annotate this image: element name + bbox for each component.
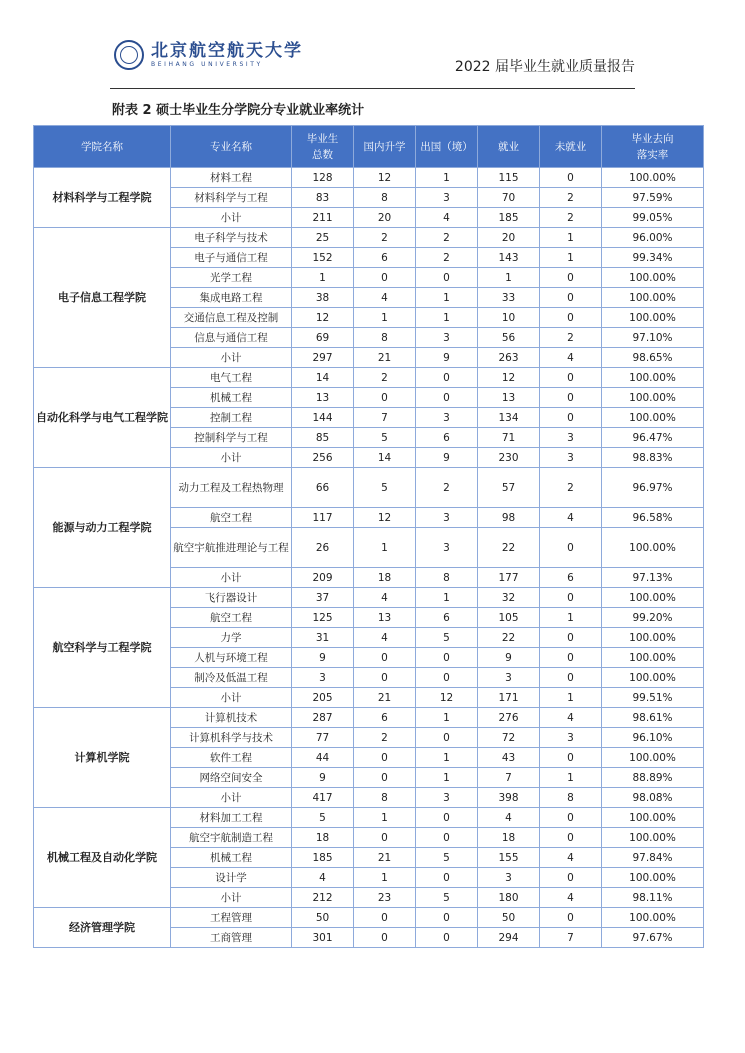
major-cell: 工程管理 — [171, 908, 292, 928]
rate-cell: 99.20% — [602, 608, 704, 628]
unemployed-cell: 0 — [540, 748, 602, 768]
rate-cell: 100.00% — [602, 748, 704, 768]
unemployed-cell: 1 — [540, 228, 602, 248]
unemployed-cell: 8 — [540, 788, 602, 808]
unemployed-cell: 2 — [540, 188, 602, 208]
unemployed-cell: 0 — [540, 408, 602, 428]
employed-cell: 230 — [478, 448, 540, 468]
abroad-cell: 3 — [416, 408, 478, 428]
table-row — [34, 368, 704, 388]
unemployed-cell: 0 — [540, 828, 602, 848]
employed-cell: 22 — [478, 628, 540, 648]
unemployed-cell: 2 — [540, 208, 602, 228]
abroad-cell: 6 — [416, 608, 478, 628]
graduates-cell: 4 — [292, 868, 354, 888]
abroad-cell: 3 — [416, 328, 478, 348]
rate-cell: 100.00% — [602, 528, 704, 568]
abroad-cell: 5 — [416, 628, 478, 648]
unemployed-cell: 1 — [540, 688, 602, 708]
graduates-cell: 125 — [292, 608, 354, 628]
graduates-cell: 44 — [292, 748, 354, 768]
rate-cell: 97.59% — [602, 188, 704, 208]
graduates-cell: 69 — [292, 328, 354, 348]
domestic-study-cell: 20 — [354, 208, 416, 228]
domestic-study-cell: 7 — [354, 408, 416, 428]
employed-cell: 294 — [478, 928, 540, 948]
abroad-cell: 0 — [416, 808, 478, 828]
header-graduates-total: 毕业生 总数 — [292, 126, 354, 168]
employed-cell: 18 — [478, 828, 540, 848]
abroad-cell: 3 — [416, 788, 478, 808]
major-cell: 飞行器设计 — [171, 588, 292, 608]
unemployed-cell: 3 — [540, 448, 602, 468]
header-college: 学院名称 — [34, 126, 171, 168]
abroad-cell: 3 — [416, 188, 478, 208]
header-domestic-further-study: 国内升学 — [354, 126, 416, 168]
abroad-cell: 0 — [416, 648, 478, 668]
graduates-cell: 77 — [292, 728, 354, 748]
header-study-abroad: 出国（境） — [416, 126, 478, 168]
abroad-cell: 3 — [416, 508, 478, 528]
header-divider — [110, 88, 635, 89]
rate-cell: 100.00% — [602, 168, 704, 188]
employed-cell: 177 — [478, 568, 540, 588]
domestic-study-cell: 8 — [354, 328, 416, 348]
rate-cell: 100.00% — [602, 828, 704, 848]
rate-cell: 97.13% — [602, 568, 704, 588]
college-name-cell: 能源与动力工程学院 — [34, 468, 171, 588]
unemployed-cell: 0 — [540, 648, 602, 668]
abroad-cell: 2 — [416, 228, 478, 248]
unemployed-cell: 0 — [540, 168, 602, 188]
employed-cell: 56 — [478, 328, 540, 348]
rate-cell: 100.00% — [602, 808, 704, 828]
unemployed-cell: 4 — [540, 708, 602, 728]
rate-cell: 96.10% — [602, 728, 704, 748]
abroad-cell: 4 — [416, 208, 478, 228]
domestic-study-cell: 1 — [354, 868, 416, 888]
unemployed-cell: 1 — [540, 768, 602, 788]
abroad-cell: 3 — [416, 528, 478, 568]
abroad-cell: 5 — [416, 888, 478, 908]
abroad-cell: 0 — [416, 388, 478, 408]
abroad-cell: 2 — [416, 248, 478, 268]
graduates-cell: 83 — [292, 188, 354, 208]
logo-chinese-name: 北京航空航天大学 — [151, 40, 303, 61]
graduates-cell: 209 — [292, 568, 354, 588]
domestic-study-cell: 0 — [354, 268, 416, 288]
graduates-cell: 14 — [292, 368, 354, 388]
domestic-study-cell: 4 — [354, 588, 416, 608]
domestic-study-cell: 21 — [354, 348, 416, 368]
abroad-cell: 1 — [416, 288, 478, 308]
rate-cell: 100.00% — [602, 628, 704, 648]
employed-cell: 72 — [478, 728, 540, 748]
university-logo — [114, 40, 303, 70]
major-cell: 力学 — [171, 628, 292, 648]
domestic-study-cell: 12 — [354, 168, 416, 188]
major-cell: 信息与通信工程 — [171, 328, 292, 348]
table-row — [34, 168, 704, 188]
employed-cell: 71 — [478, 428, 540, 448]
major-cell: 材料科学与工程 — [171, 188, 292, 208]
domestic-study-cell: 21 — [354, 848, 416, 868]
rate-cell: 96.97% — [602, 468, 704, 508]
graduates-cell: 212 — [292, 888, 354, 908]
employed-cell: 105 — [478, 608, 540, 628]
table-caption: 附表 2 硕士毕业生分学院分专业就业率统计 — [112, 103, 365, 118]
abroad-cell: 0 — [416, 668, 478, 688]
domestic-study-cell: 1 — [354, 308, 416, 328]
unemployed-cell: 0 — [540, 588, 602, 608]
domestic-study-cell: 0 — [354, 928, 416, 948]
rate-cell: 100.00% — [602, 288, 704, 308]
major-cell: 设计学 — [171, 868, 292, 888]
graduates-cell: 26 — [292, 528, 354, 568]
domestic-study-cell: 5 — [354, 428, 416, 448]
rate-cell: 98.65% — [602, 348, 704, 368]
employed-cell: 398 — [478, 788, 540, 808]
abroad-cell: 1 — [416, 168, 478, 188]
table-row — [34, 468, 704, 508]
major-cell: 计算机技术 — [171, 708, 292, 728]
abroad-cell: 0 — [416, 908, 478, 928]
table-body — [34, 168, 704, 948]
employed-cell: 70 — [478, 188, 540, 208]
abroad-cell: 1 — [416, 588, 478, 608]
employed-cell: 134 — [478, 408, 540, 428]
major-cell: 航空工程 — [171, 608, 292, 628]
major-cell: 光学工程 — [171, 268, 292, 288]
rate-cell: 97.67% — [602, 928, 704, 948]
major-cell: 电子科学与技术 — [171, 228, 292, 248]
major-cell: 电气工程 — [171, 368, 292, 388]
major-cell: 人机与环境工程 — [171, 648, 292, 668]
major-cell: 计算机科学与技术 — [171, 728, 292, 748]
abroad-cell: 0 — [416, 728, 478, 748]
employed-cell: 263 — [478, 348, 540, 368]
major-cell: 航空宇航制造工程 — [171, 828, 292, 848]
table-row — [34, 228, 704, 248]
domestic-study-cell: 21 — [354, 688, 416, 708]
major-cell: 机械工程 — [171, 388, 292, 408]
domestic-study-cell: 6 — [354, 708, 416, 728]
major-cell: 机械工程 — [171, 848, 292, 868]
domestic-study-cell: 2 — [354, 228, 416, 248]
unemployed-cell: 4 — [540, 888, 602, 908]
employed-cell: 185 — [478, 208, 540, 228]
logo-english-name: BEIHANG UNIVERSITY — [151, 60, 263, 68]
abroad-cell: 0 — [416, 828, 478, 848]
domestic-study-cell: 0 — [354, 388, 416, 408]
graduates-cell: 66 — [292, 468, 354, 508]
employment-rate-table — [33, 125, 704, 948]
graduates-cell: 211 — [292, 208, 354, 228]
domestic-study-cell: 1 — [354, 528, 416, 568]
unemployed-cell: 6 — [540, 568, 602, 588]
graduates-cell: 9 — [292, 648, 354, 668]
employed-cell: 20 — [478, 228, 540, 248]
employed-cell: 33 — [478, 288, 540, 308]
rate-cell: 99.51% — [602, 688, 704, 708]
domestic-study-cell: 12 — [354, 508, 416, 528]
unemployed-cell: 1 — [540, 608, 602, 628]
rate-cell: 98.08% — [602, 788, 704, 808]
domestic-study-cell: 6 — [354, 248, 416, 268]
abroad-cell: 0 — [416, 368, 478, 388]
abroad-cell: 0 — [416, 868, 478, 888]
abroad-cell: 0 — [416, 268, 478, 288]
domestic-study-cell: 0 — [354, 768, 416, 788]
major-cell: 软件工程 — [171, 748, 292, 768]
major-cell: 小计 — [171, 788, 292, 808]
employed-cell: 12 — [478, 368, 540, 388]
college-name-cell: 材料科学与工程学院 — [34, 168, 171, 228]
graduates-cell: 117 — [292, 508, 354, 528]
graduates-cell: 301 — [292, 928, 354, 948]
unemployed-cell: 0 — [540, 528, 602, 568]
unemployed-cell: 0 — [540, 628, 602, 648]
major-cell: 小计 — [171, 448, 292, 468]
graduates-cell: 287 — [292, 708, 354, 728]
major-cell: 小计 — [171, 568, 292, 588]
rate-cell: 96.58% — [602, 508, 704, 528]
employed-cell: 143 — [478, 248, 540, 268]
table-row — [34, 808, 704, 828]
report-title: 2022 届毕业生就业质量报告 — [454, 59, 635, 75]
header-unemployed: 未就业 — [540, 126, 602, 168]
header-major: 专业名称 — [171, 126, 292, 168]
graduates-cell: 417 — [292, 788, 354, 808]
employed-cell: 98 — [478, 508, 540, 528]
unemployed-cell: 4 — [540, 848, 602, 868]
rate-cell: 100.00% — [602, 908, 704, 928]
graduates-cell: 5 — [292, 808, 354, 828]
major-cell: 小计 — [171, 888, 292, 908]
unemployed-cell: 0 — [540, 908, 602, 928]
unemployed-cell: 2 — [540, 468, 602, 508]
college-name-cell: 机械工程及自动化学院 — [34, 808, 171, 908]
rate-cell: 96.47% — [602, 428, 704, 448]
abroad-cell: 6 — [416, 428, 478, 448]
employed-cell: 9 — [478, 648, 540, 668]
graduates-cell: 37 — [292, 588, 354, 608]
employed-cell: 22 — [478, 528, 540, 568]
employed-cell: 155 — [478, 848, 540, 868]
graduates-cell: 185 — [292, 848, 354, 868]
unemployed-cell: 0 — [540, 668, 602, 688]
domestic-study-cell: 2 — [354, 368, 416, 388]
unemployed-cell: 0 — [540, 368, 602, 388]
employed-cell: 10 — [478, 308, 540, 328]
graduates-cell: 9 — [292, 768, 354, 788]
domestic-study-cell: 23 — [354, 888, 416, 908]
unemployed-cell: 7 — [540, 928, 602, 948]
employed-cell: 1 — [478, 268, 540, 288]
graduates-cell: 152 — [292, 248, 354, 268]
rate-cell: 100.00% — [602, 408, 704, 428]
graduates-cell: 13 — [292, 388, 354, 408]
rate-cell: 100.00% — [602, 308, 704, 328]
rate-cell: 96.00% — [602, 228, 704, 248]
domestic-study-cell: 4 — [354, 628, 416, 648]
major-cell: 航空工程 — [171, 508, 292, 528]
abroad-cell: 9 — [416, 348, 478, 368]
rate-cell: 100.00% — [602, 868, 704, 888]
major-cell: 动力工程及工程热物理 — [171, 468, 292, 508]
abroad-cell: 1 — [416, 708, 478, 728]
domestic-study-cell: 2 — [354, 728, 416, 748]
rate-cell: 100.00% — [602, 648, 704, 668]
graduates-cell: 256 — [292, 448, 354, 468]
employed-cell: 115 — [478, 168, 540, 188]
domestic-study-cell: 4 — [354, 288, 416, 308]
abroad-cell: 0 — [416, 928, 478, 948]
major-cell: 材料加工工程 — [171, 808, 292, 828]
table-header-row — [34, 126, 704, 168]
graduates-cell: 144 — [292, 408, 354, 428]
graduates-cell: 18 — [292, 828, 354, 848]
unemployed-cell: 3 — [540, 428, 602, 448]
rate-cell: 98.61% — [602, 708, 704, 728]
table-row — [34, 588, 704, 608]
rate-cell: 100.00% — [602, 388, 704, 408]
rate-cell: 98.83% — [602, 448, 704, 468]
rate-cell: 100.00% — [602, 368, 704, 388]
major-cell: 小计 — [171, 208, 292, 228]
domestic-study-cell: 0 — [354, 828, 416, 848]
graduates-cell: 31 — [292, 628, 354, 648]
unemployed-cell: 2 — [540, 328, 602, 348]
unemployed-cell: 0 — [540, 808, 602, 828]
major-cell: 控制科学与工程 — [171, 428, 292, 448]
college-name-cell: 经济管理学院 — [34, 908, 171, 948]
employed-cell: 57 — [478, 468, 540, 508]
domestic-study-cell: 13 — [354, 608, 416, 628]
employed-cell: 3 — [478, 668, 540, 688]
major-cell: 集成电路工程 — [171, 288, 292, 308]
abroad-cell: 8 — [416, 568, 478, 588]
graduates-cell: 85 — [292, 428, 354, 448]
unemployed-cell: 0 — [540, 388, 602, 408]
unemployed-cell: 0 — [540, 868, 602, 888]
domestic-study-cell: 14 — [354, 448, 416, 468]
graduates-cell: 38 — [292, 288, 354, 308]
college-name-cell: 自动化科学与电气工程学院 — [34, 368, 171, 468]
graduates-cell: 3 — [292, 668, 354, 688]
employed-cell: 4 — [478, 808, 540, 828]
abroad-cell: 1 — [416, 308, 478, 328]
header-placement-rate: 毕业去向 落实率 — [602, 126, 704, 168]
domestic-study-cell: 0 — [354, 908, 416, 928]
employed-cell: 171 — [478, 688, 540, 708]
employed-cell: 50 — [478, 908, 540, 928]
header-employed: 就业 — [478, 126, 540, 168]
rate-cell: 99.05% — [602, 208, 704, 228]
domestic-study-cell: 5 — [354, 468, 416, 508]
major-cell: 控制工程 — [171, 408, 292, 428]
major-cell: 小计 — [171, 688, 292, 708]
college-name-cell: 电子信息工程学院 — [34, 228, 171, 368]
domestic-study-cell: 0 — [354, 668, 416, 688]
rate-cell: 97.10% — [602, 328, 704, 348]
domestic-study-cell: 8 — [354, 788, 416, 808]
employed-cell: 32 — [478, 588, 540, 608]
unemployed-cell: 3 — [540, 728, 602, 748]
graduates-cell: 297 — [292, 348, 354, 368]
employed-cell: 43 — [478, 748, 540, 768]
employed-cell: 7 — [478, 768, 540, 788]
major-cell: 制冷及低温工程 — [171, 668, 292, 688]
employed-cell: 276 — [478, 708, 540, 728]
employed-cell: 3 — [478, 868, 540, 888]
major-cell: 航空宇航推进理论与工程 — [171, 528, 292, 568]
unemployed-cell: 0 — [540, 288, 602, 308]
graduates-cell: 1 — [292, 268, 354, 288]
unemployed-cell: 0 — [540, 308, 602, 328]
university-seal-icon — [114, 40, 144, 70]
rate-cell: 98.11% — [602, 888, 704, 908]
unemployed-cell: 4 — [540, 508, 602, 528]
domestic-study-cell: 1 — [354, 808, 416, 828]
major-cell: 工商管理 — [171, 928, 292, 948]
domestic-study-cell: 8 — [354, 188, 416, 208]
unemployed-cell: 0 — [540, 268, 602, 288]
abroad-cell: 12 — [416, 688, 478, 708]
graduates-cell: 25 — [292, 228, 354, 248]
abroad-cell: 1 — [416, 768, 478, 788]
table-row — [34, 908, 704, 928]
rate-cell: 100.00% — [602, 668, 704, 688]
unemployed-cell: 1 — [540, 248, 602, 268]
abroad-cell: 2 — [416, 468, 478, 508]
domestic-study-cell: 0 — [354, 648, 416, 668]
rate-cell: 100.00% — [602, 268, 704, 288]
rate-cell: 88.89% — [602, 768, 704, 788]
graduates-cell: 128 — [292, 168, 354, 188]
abroad-cell: 5 — [416, 848, 478, 868]
employed-cell: 13 — [478, 388, 540, 408]
graduates-cell: 12 — [292, 308, 354, 328]
major-cell: 网络空间安全 — [171, 768, 292, 788]
table-row — [34, 708, 704, 728]
college-name-cell: 计算机学院 — [34, 708, 171, 808]
college-name-cell: 航空科学与工程学院 — [34, 588, 171, 708]
abroad-cell: 1 — [416, 748, 478, 768]
major-cell: 小计 — [171, 348, 292, 368]
domestic-study-cell: 18 — [354, 568, 416, 588]
rate-cell: 100.00% — [602, 588, 704, 608]
employed-cell: 180 — [478, 888, 540, 908]
rate-cell: 99.34% — [602, 248, 704, 268]
major-cell: 电子与通信工程 — [171, 248, 292, 268]
unemployed-cell: 4 — [540, 348, 602, 368]
domestic-study-cell: 0 — [354, 748, 416, 768]
abroad-cell: 9 — [416, 448, 478, 468]
graduates-cell: 205 — [292, 688, 354, 708]
graduates-cell: 50 — [292, 908, 354, 928]
major-cell: 材料工程 — [171, 168, 292, 188]
major-cell: 交通信息工程及控制 — [171, 308, 292, 328]
rate-cell: 97.84% — [602, 848, 704, 868]
